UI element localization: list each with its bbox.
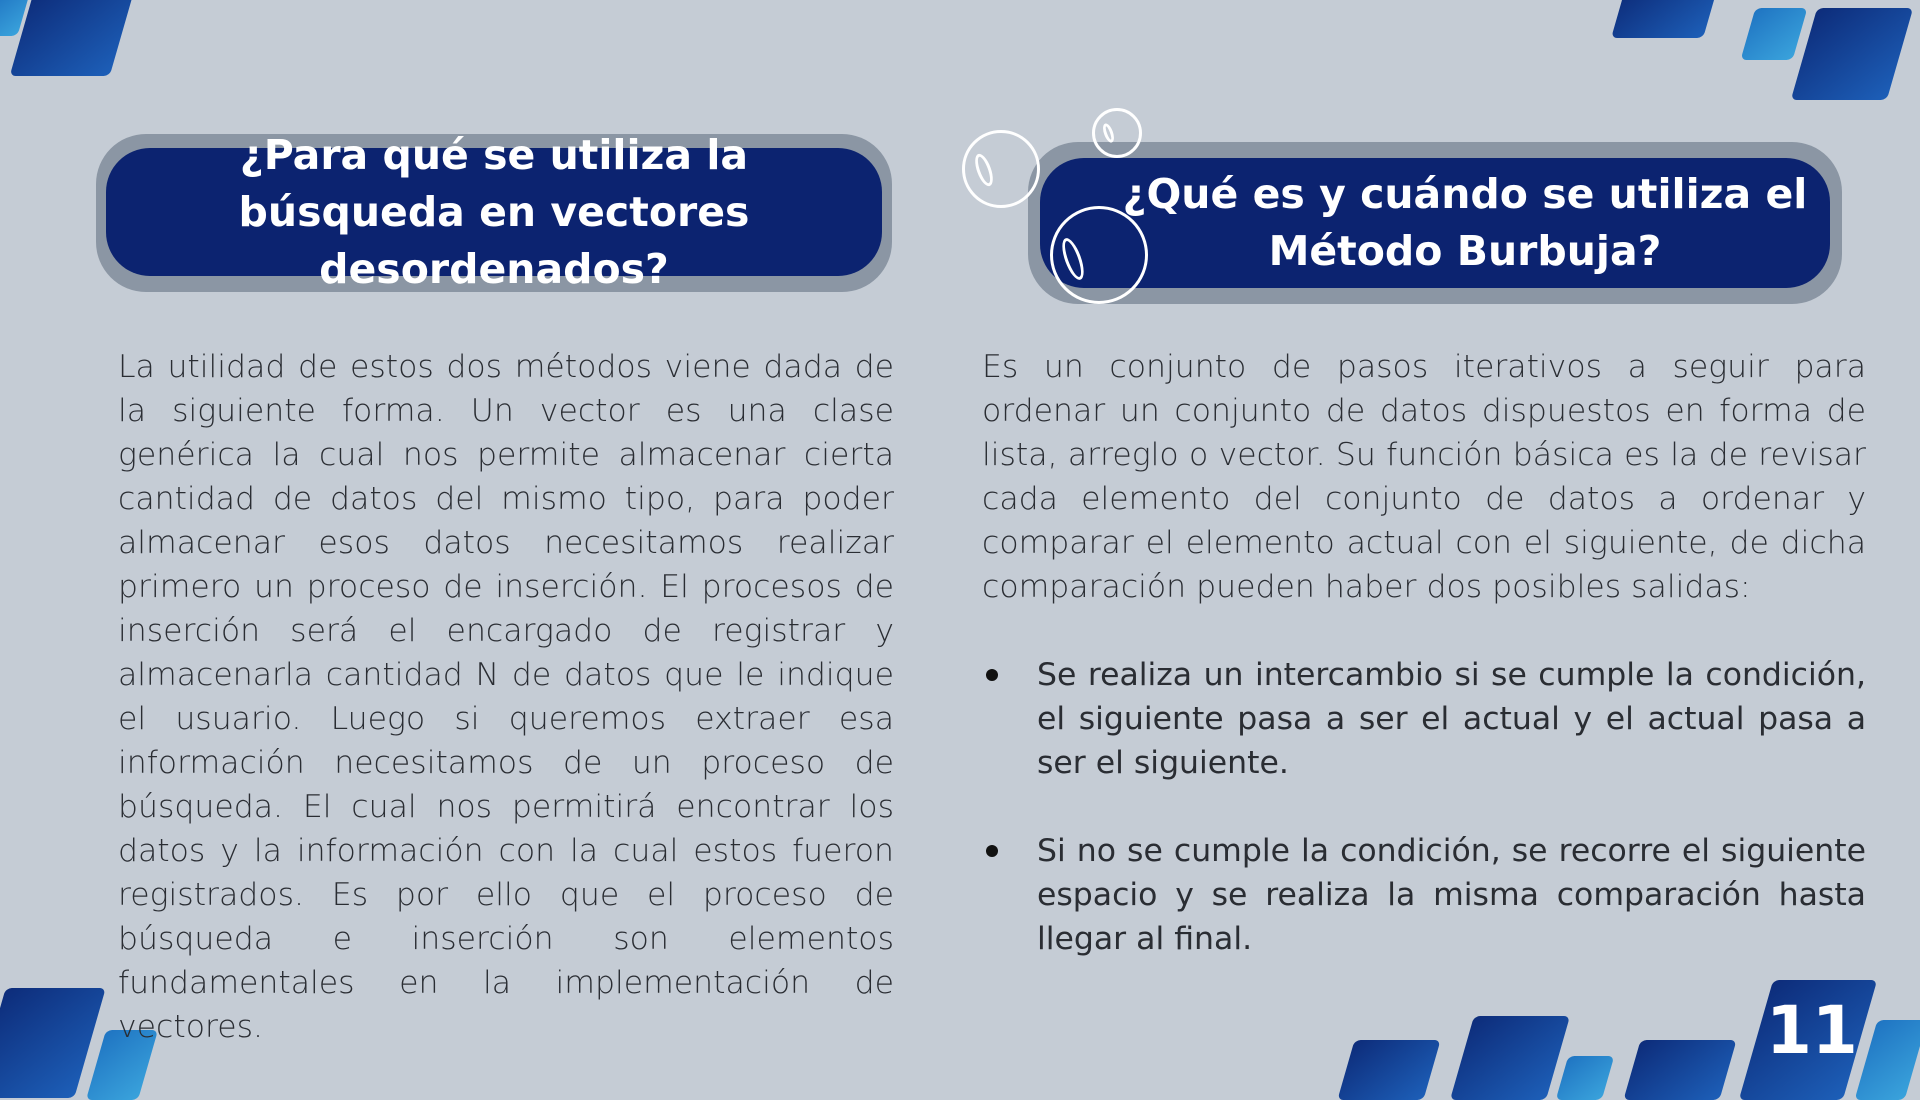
- decor-shape-bottom-left: [0, 988, 106, 1098]
- right-body-text: [982, 345, 1866, 609]
- right-heading-frame: [1028, 142, 1842, 304]
- decor-shape-top-left: [10, 0, 135, 76]
- left-paragraph: La utilidad de estos dos métodos viene dada de la siguiente forma. Un vector es una clase genérica la cual nos permite almacenar cierta cantidad de datos del mismo tipo, para poder almacenar esos datos necesitamos realizar primero un proceso de inserción. El procesos de inserción será el encargado de registrar y almacenarla cantidad N de datos que le indique el usuario. Luego si queremos extraer esa información necesitamos de un proceso de búsqueda. El cual nos permitirá encontrar los datos y la información con la cual estos fueron registrados. Es por ello que el proceso de búsqueda e inserción son elementos fundamentales en la implementación de vectores.: [118, 349, 894, 1045]
- decor-shape-bottom-1: [1337, 1040, 1440, 1100]
- bubble-icon-large: [1050, 206, 1148, 304]
- left-heading: ¿Para qué se utiliza la búsqueda en vectores desordenados?: [106, 148, 882, 276]
- decor-shape-bottom-4: [1623, 1040, 1736, 1100]
- decor-shape-bottom-2: [1450, 1016, 1570, 1100]
- decor-shape-bottom-5: [1855, 1020, 1920, 1100]
- bullet-text: Si no se cumple la condición, se recorre el siguiente espacio y se realiza la misma comparación hasta llegar al final.: [1037, 833, 1866, 957]
- decor-shape-top-right-a: [1611, 0, 1717, 38]
- right-intro-paragraph: Es un conjunto de pasos iterativos a seguir para ordenar un conjunto de datos dispuestos en forma de lista, arreglo o vector. Su función básica es la de revisar cada elemento del conjunto de datos a ordenar y comparar el elemento actual con el siguiente, de dicha comparación pueden haber dos posibles salidas:: [982, 349, 1866, 605]
- bullet-list: [982, 653, 1866, 1005]
- bullet-icon: [986, 669, 998, 681]
- bubble-icon: [962, 130, 1040, 208]
- decor-shape-top-right-b: [1741, 8, 1808, 60]
- left-heading-frame: [96, 130, 892, 293]
- left-body-text: [118, 345, 894, 1049]
- bubble-icon-small: [1092, 108, 1142, 158]
- list-item: [982, 829, 1866, 961]
- bullet-icon: [986, 845, 998, 857]
- right-heading: ¿Qué es y cuándo se utiliza el Método Burbuja?: [1040, 158, 1830, 288]
- bullet-text: Se realiza un intercambio si se cumple la condición, el siguiente pasa a ser el actual y el actual pasa a ser el siguiente.: [1037, 657, 1866, 781]
- decor-shape-top-right-c: [1791, 8, 1913, 100]
- list-item: [982, 653, 1866, 785]
- page-number: 11: [1766, 992, 1858, 1069]
- decor-shape-bottom-3: [1556, 1056, 1615, 1100]
